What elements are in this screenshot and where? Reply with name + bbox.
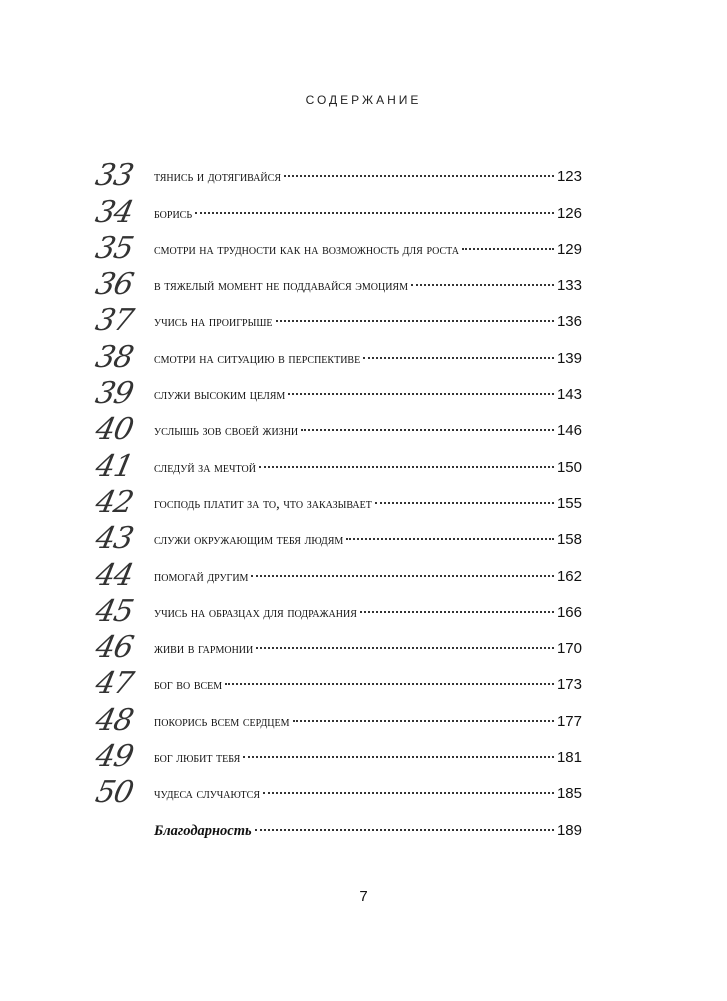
dot-leader (288, 393, 554, 395)
contents-heading: СОДЕРЖАНИЕ (305, 93, 422, 107)
chapter-title: чудеса случаются (154, 786, 260, 803)
dot-leader (284, 175, 554, 177)
page-number: 126 (556, 204, 582, 222)
chapter-number: 48 (92, 702, 137, 738)
toc-entry (92, 556, 582, 593)
dot-leader (243, 756, 554, 758)
chapter-number: 43 (92, 521, 137, 557)
page-number: 170 (556, 640, 582, 658)
chapter-number: 38 (92, 339, 137, 375)
chapter-number: 47 (92, 666, 137, 702)
chapter-title: следуй за мечтой (154, 459, 256, 476)
chapter-title: смотри на ситуацию в перспективе (154, 350, 361, 367)
dot-leader (462, 248, 554, 250)
chapter-number: 46 (92, 630, 137, 666)
dot-leader (276, 320, 554, 322)
toc-entry (92, 411, 582, 448)
toc-entry (92, 520, 582, 557)
chapter-title: помогай другим (154, 568, 249, 585)
toc-entry (92, 375, 582, 412)
dot-leader (301, 429, 554, 431)
chapter-title: борись (154, 205, 193, 222)
page-number: 139 (556, 349, 582, 367)
toc-entry (92, 302, 582, 339)
dot-leader (360, 611, 554, 613)
page-number: 173 (556, 676, 582, 694)
chapter-title: покорись всем сердцем (154, 713, 290, 730)
chapter-number: 42 (92, 484, 137, 520)
toc-entry (92, 266, 582, 303)
chapter-title: живи в гармонии (154, 641, 254, 658)
table-of-contents (92, 157, 582, 847)
chapter-title: бог во всем (154, 677, 223, 694)
chapter-number: 39 (92, 376, 137, 412)
page-number: 162 (556, 567, 582, 585)
chapter-number: 50 (92, 775, 137, 811)
chapter-title: служи окружающим тебя людям (154, 532, 344, 549)
toc-entry (92, 338, 582, 375)
chapter-number: 36 (92, 267, 137, 303)
page-number: 150 (556, 458, 582, 476)
page-number: 181 (556, 749, 582, 767)
chapter-title: бог любит тебя (154, 750, 241, 767)
page-number: 129 (556, 240, 582, 258)
chapter-number: 44 (92, 557, 137, 593)
dot-leader (411, 284, 554, 286)
toc-entry (92, 157, 582, 194)
dot-leader (263, 792, 554, 794)
chapter-title: в тяжелый момент не поддавайся эмоциям (154, 278, 408, 295)
page-number: 166 (556, 603, 582, 621)
page-number: 136 (556, 313, 582, 331)
page-number: 146 (556, 422, 582, 440)
dot-leader (259, 466, 554, 468)
chapter-title: господь платит за то, что заказывает (154, 495, 372, 512)
page-number: 133 (556, 277, 582, 295)
page-number: 123 (556, 168, 582, 186)
folio-page-number: 7 (359, 888, 368, 905)
toc-entry (92, 665, 582, 702)
toc-entry (92, 230, 582, 266)
dot-leader (256, 647, 554, 649)
chapter-number: 41 (92, 448, 137, 484)
page-number: 143 (556, 386, 582, 404)
page-number: 155 (556, 494, 582, 512)
chapter-number: 40 (92, 412, 137, 448)
chapter-number: 45 (92, 593, 137, 629)
chapter-number: 35 (92, 230, 137, 266)
toc-entry (92, 447, 582, 484)
chapter-number: 37 (92, 303, 137, 339)
page-number: 185 (556, 785, 582, 803)
chapter-title: смотри на трудности как на возможность для роста (154, 241, 459, 258)
dot-leader (251, 575, 554, 577)
chapter-title: учись на образцах для подражания (154, 604, 357, 621)
dot-leader (375, 502, 554, 504)
toc-entry (92, 193, 582, 230)
chapter-number: 34 (92, 194, 137, 230)
dot-leader (293, 720, 554, 722)
acknowledgements-title: Благодарность (154, 822, 252, 839)
toc-entry (92, 629, 582, 666)
chapter-number: 49 (92, 739, 137, 775)
toc-entry-acknowledgements (96, 810, 582, 846)
dot-leader (346, 538, 554, 540)
toc-entry (92, 701, 582, 738)
toc-entry (92, 593, 582, 629)
dot-leader (255, 829, 554, 831)
chapter-title: служи высоким целям (154, 387, 286, 404)
chapter-title: тянись и дотягивайся (154, 169, 281, 186)
chapter-number: 33 (92, 158, 137, 194)
toc-entry (92, 774, 582, 811)
chapter-title: услышь зов своей жизни (154, 423, 299, 440)
page-number: 189 (556, 821, 582, 839)
page-number: 158 (556, 531, 582, 549)
chapter-title: учись на проигрыше (154, 314, 273, 331)
toc-entry (92, 738, 582, 775)
dot-leader (225, 683, 554, 685)
toc-entry (92, 484, 582, 520)
dot-leader (363, 357, 554, 359)
page-number: 177 (556, 712, 582, 730)
dot-leader (195, 212, 554, 214)
